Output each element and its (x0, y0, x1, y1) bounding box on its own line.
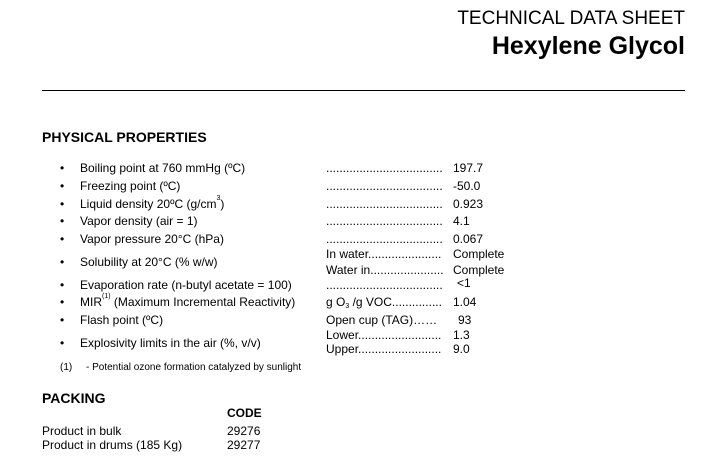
property-label: Explosivity limits in the air (%, v/v) (80, 336, 261, 350)
property-label: Solubility at 20°C (% w/w) (80, 255, 218, 269)
property-condition: ................................... (326, 214, 443, 228)
code-column-header: CODE (227, 406, 262, 420)
packing-code: 29276 (227, 424, 261, 438)
bullet-icon: • (60, 313, 65, 327)
property-condition: In water...................... (326, 247, 442, 261)
property-value: 1.04 (453, 295, 477, 309)
bullet-icon: • (60, 295, 65, 309)
bullet-icon: • (60, 197, 65, 211)
property-value: 197.7 (453, 161, 484, 175)
footnote-mark: (1) (60, 362, 73, 373)
bullet-icon: • (60, 179, 65, 193)
document-type: TECHNICAL DATA SHEET (457, 8, 685, 29)
property-condition: ................................... (326, 278, 443, 292)
bullet-icon: • (60, 214, 65, 228)
packing-label: Product in bulk (42, 424, 122, 438)
property-condition: ................................... (326, 232, 443, 246)
property-condition: ................................... (326, 161, 443, 175)
property-label: MIR$^{(1)}$ (Maximum Incremental Reactivity) (80, 293, 296, 309)
property-value: <1 (457, 276, 471, 290)
property-value: 0.067 (453, 232, 484, 246)
property-label: Flash point (ºC) (80, 313, 164, 327)
property-condition: Water in...................... (326, 263, 444, 277)
property-condition: ................................... (326, 197, 443, 211)
property-condition: g $O_3$ /g VOC............... (326, 295, 442, 310)
property-condition: Lower......................... (326, 328, 442, 342)
physical-properties-heading: PHYSICAL PROPERTIES (42, 129, 207, 145)
property-condition: ................................... (326, 179, 443, 193)
packing-heading: PACKING (42, 390, 106, 406)
property-value: Complete (453, 263, 505, 277)
property-label: Vapor pressure 20°C (hPa) (80, 232, 224, 246)
footnote-text: - Potential ozone formation catalyzed by sunlight (86, 362, 302, 373)
property-value: 1.3 (453, 328, 470, 342)
property-value: 0.923 (453, 197, 484, 211)
property-label: Boiling point at 760 mmHg (ºC) (80, 161, 246, 175)
bullet-icon: • (60, 161, 65, 175)
property-value: -50.0 (453, 179, 481, 193)
property-label: Vapor density (air = 1) (80, 214, 198, 228)
property-condition: Upper......................... (326, 342, 442, 356)
property-value: 93 (458, 313, 472, 327)
header-divider (42, 90, 685, 91)
property-label: Freezing point (ºC) (80, 179, 181, 193)
bullet-icon: • (60, 336, 65, 350)
packing-label: Product in drums (185 Kg) (42, 438, 183, 452)
property-label: Liquid density 20ºC $(g/cm^3)$ (80, 195, 225, 211)
property-value: 4.1 (453, 214, 470, 228)
packing-code: 29277 (227, 438, 261, 452)
property-value: 9.0 (453, 342, 470, 356)
bullet-icon: • (60, 232, 65, 246)
property-value: Complete (453, 247, 505, 261)
document-title: Hexylene Glycol (491, 32, 685, 60)
bullet-icon: • (60, 255, 65, 269)
property-condition: Open cup (TAG)…… (326, 313, 438, 327)
property-label: Evaporation rate (n-butyl acetate = 100) (80, 278, 292, 292)
bullet-icon: • (60, 278, 65, 292)
